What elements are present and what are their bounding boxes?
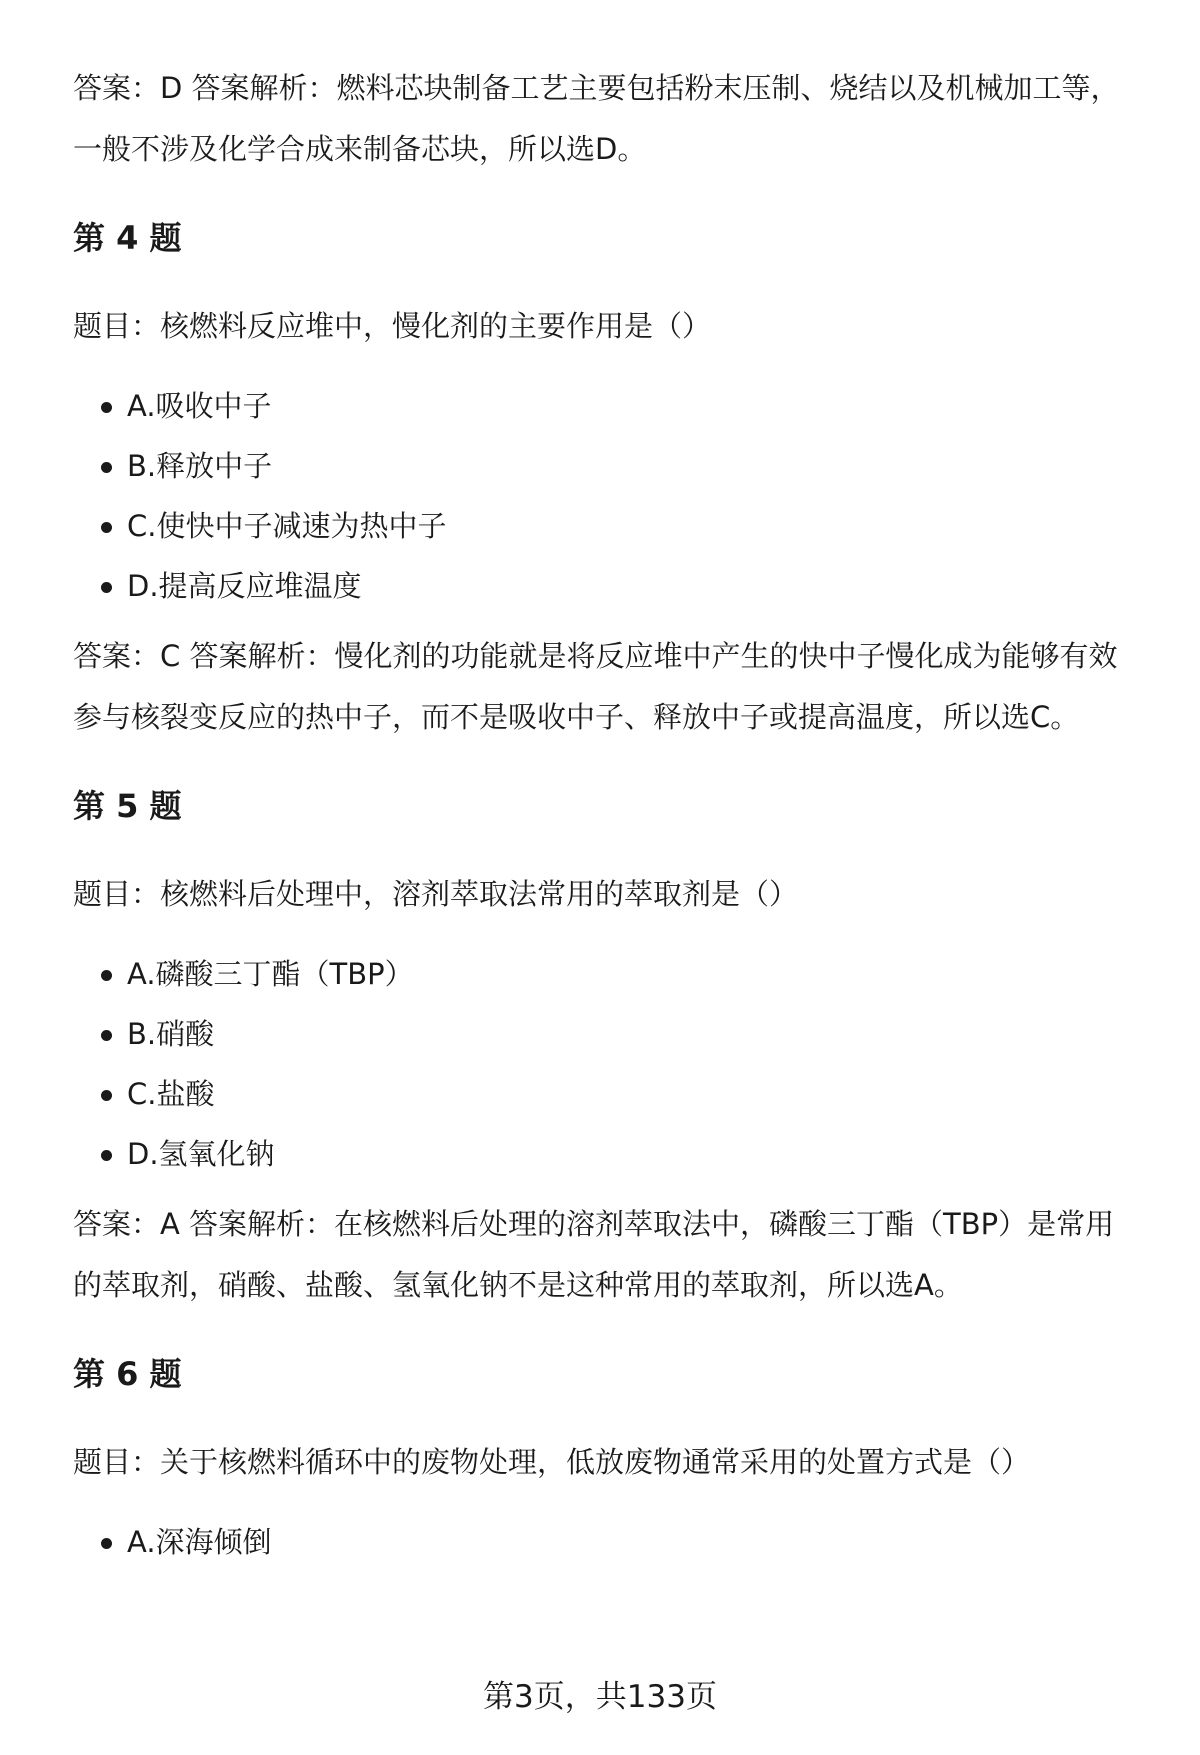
question-heading-6: 第 6 题: [73, 1355, 182, 1393]
options-list-5: [73, 954, 1143, 1174]
option-c-5: C.盐酸: [73, 1074, 1143, 1114]
option-a-6: A.深海倾倒: [73, 1522, 1143, 1562]
page-number-footer: 第3页，共133页: [483, 1679, 717, 1715]
question-heading-4: 第 4 题: [73, 219, 182, 257]
option-b-5: B.硝酸: [73, 1014, 1143, 1054]
option-a-5: A.磷酸三丁酯（TBP）: [73, 954, 1143, 994]
bullet-icon: [101, 582, 112, 593]
bullet-icon: [101, 1538, 112, 1549]
option-b-4: B.释放中子: [73, 446, 1143, 486]
bullet-icon: [101, 522, 112, 533]
question-heading-5: 第 5 题: [73, 787, 182, 825]
option-d-4: D.提高反应堆温度: [73, 566, 1143, 606]
question-text-4: 题目：核燃料反应堆中，慢化剂的主要作用是（）: [73, 309, 712, 343]
bullet-icon: [101, 1090, 112, 1101]
answer-explanation-q3: 答案：D 答案解析：燃料芯块制备工艺主要包括粉末压制、烧结以及机械加工等，一般不涉及化学合成来制备芯块，所以选D。: [73, 71, 1120, 166]
bullet-icon: [101, 402, 112, 413]
bullet-icon: [101, 1030, 112, 1041]
answer-explanation-q4: 答案：C 答案解析：慢化剂的功能就是将反应堆中产生的快中子慢化成为能够有效参与核裂变反应的热中子，而不是吸收中子、释放中子或提高温度，所以选C。: [73, 639, 1118, 734]
question-text-5: 题目：核燃料后处理中，溶剂萃取法常用的萃取剂是（）: [73, 877, 799, 911]
answer-explanation-q5: 答案：A 答案解析：在核燃料后处理的溶剂萃取法中，磷酸三丁酯（TBP）是常用的萃取剂，硝酸、盐酸、氢氧化钠不是这种常用的萃取剂，所以选A。: [73, 1207, 1115, 1302]
bullet-icon: [101, 970, 112, 981]
options-list-4: [73, 386, 1143, 606]
option-a-4: A.吸收中子: [73, 386, 1143, 426]
options-list-6: [73, 1522, 1143, 1562]
bullet-icon: [101, 462, 112, 473]
option-d-5: D.氢氧化钠: [73, 1134, 1143, 1174]
bullet-icon: [101, 1150, 112, 1161]
option-c-4: C.使快中子减速为热中子: [73, 506, 1143, 546]
document-page: [73, 58, 1143, 1582]
question-text-6: 题目：关于核燃料循环中的废物处理，低放废物通常采用的处置方式是（）: [73, 1445, 1031, 1479]
